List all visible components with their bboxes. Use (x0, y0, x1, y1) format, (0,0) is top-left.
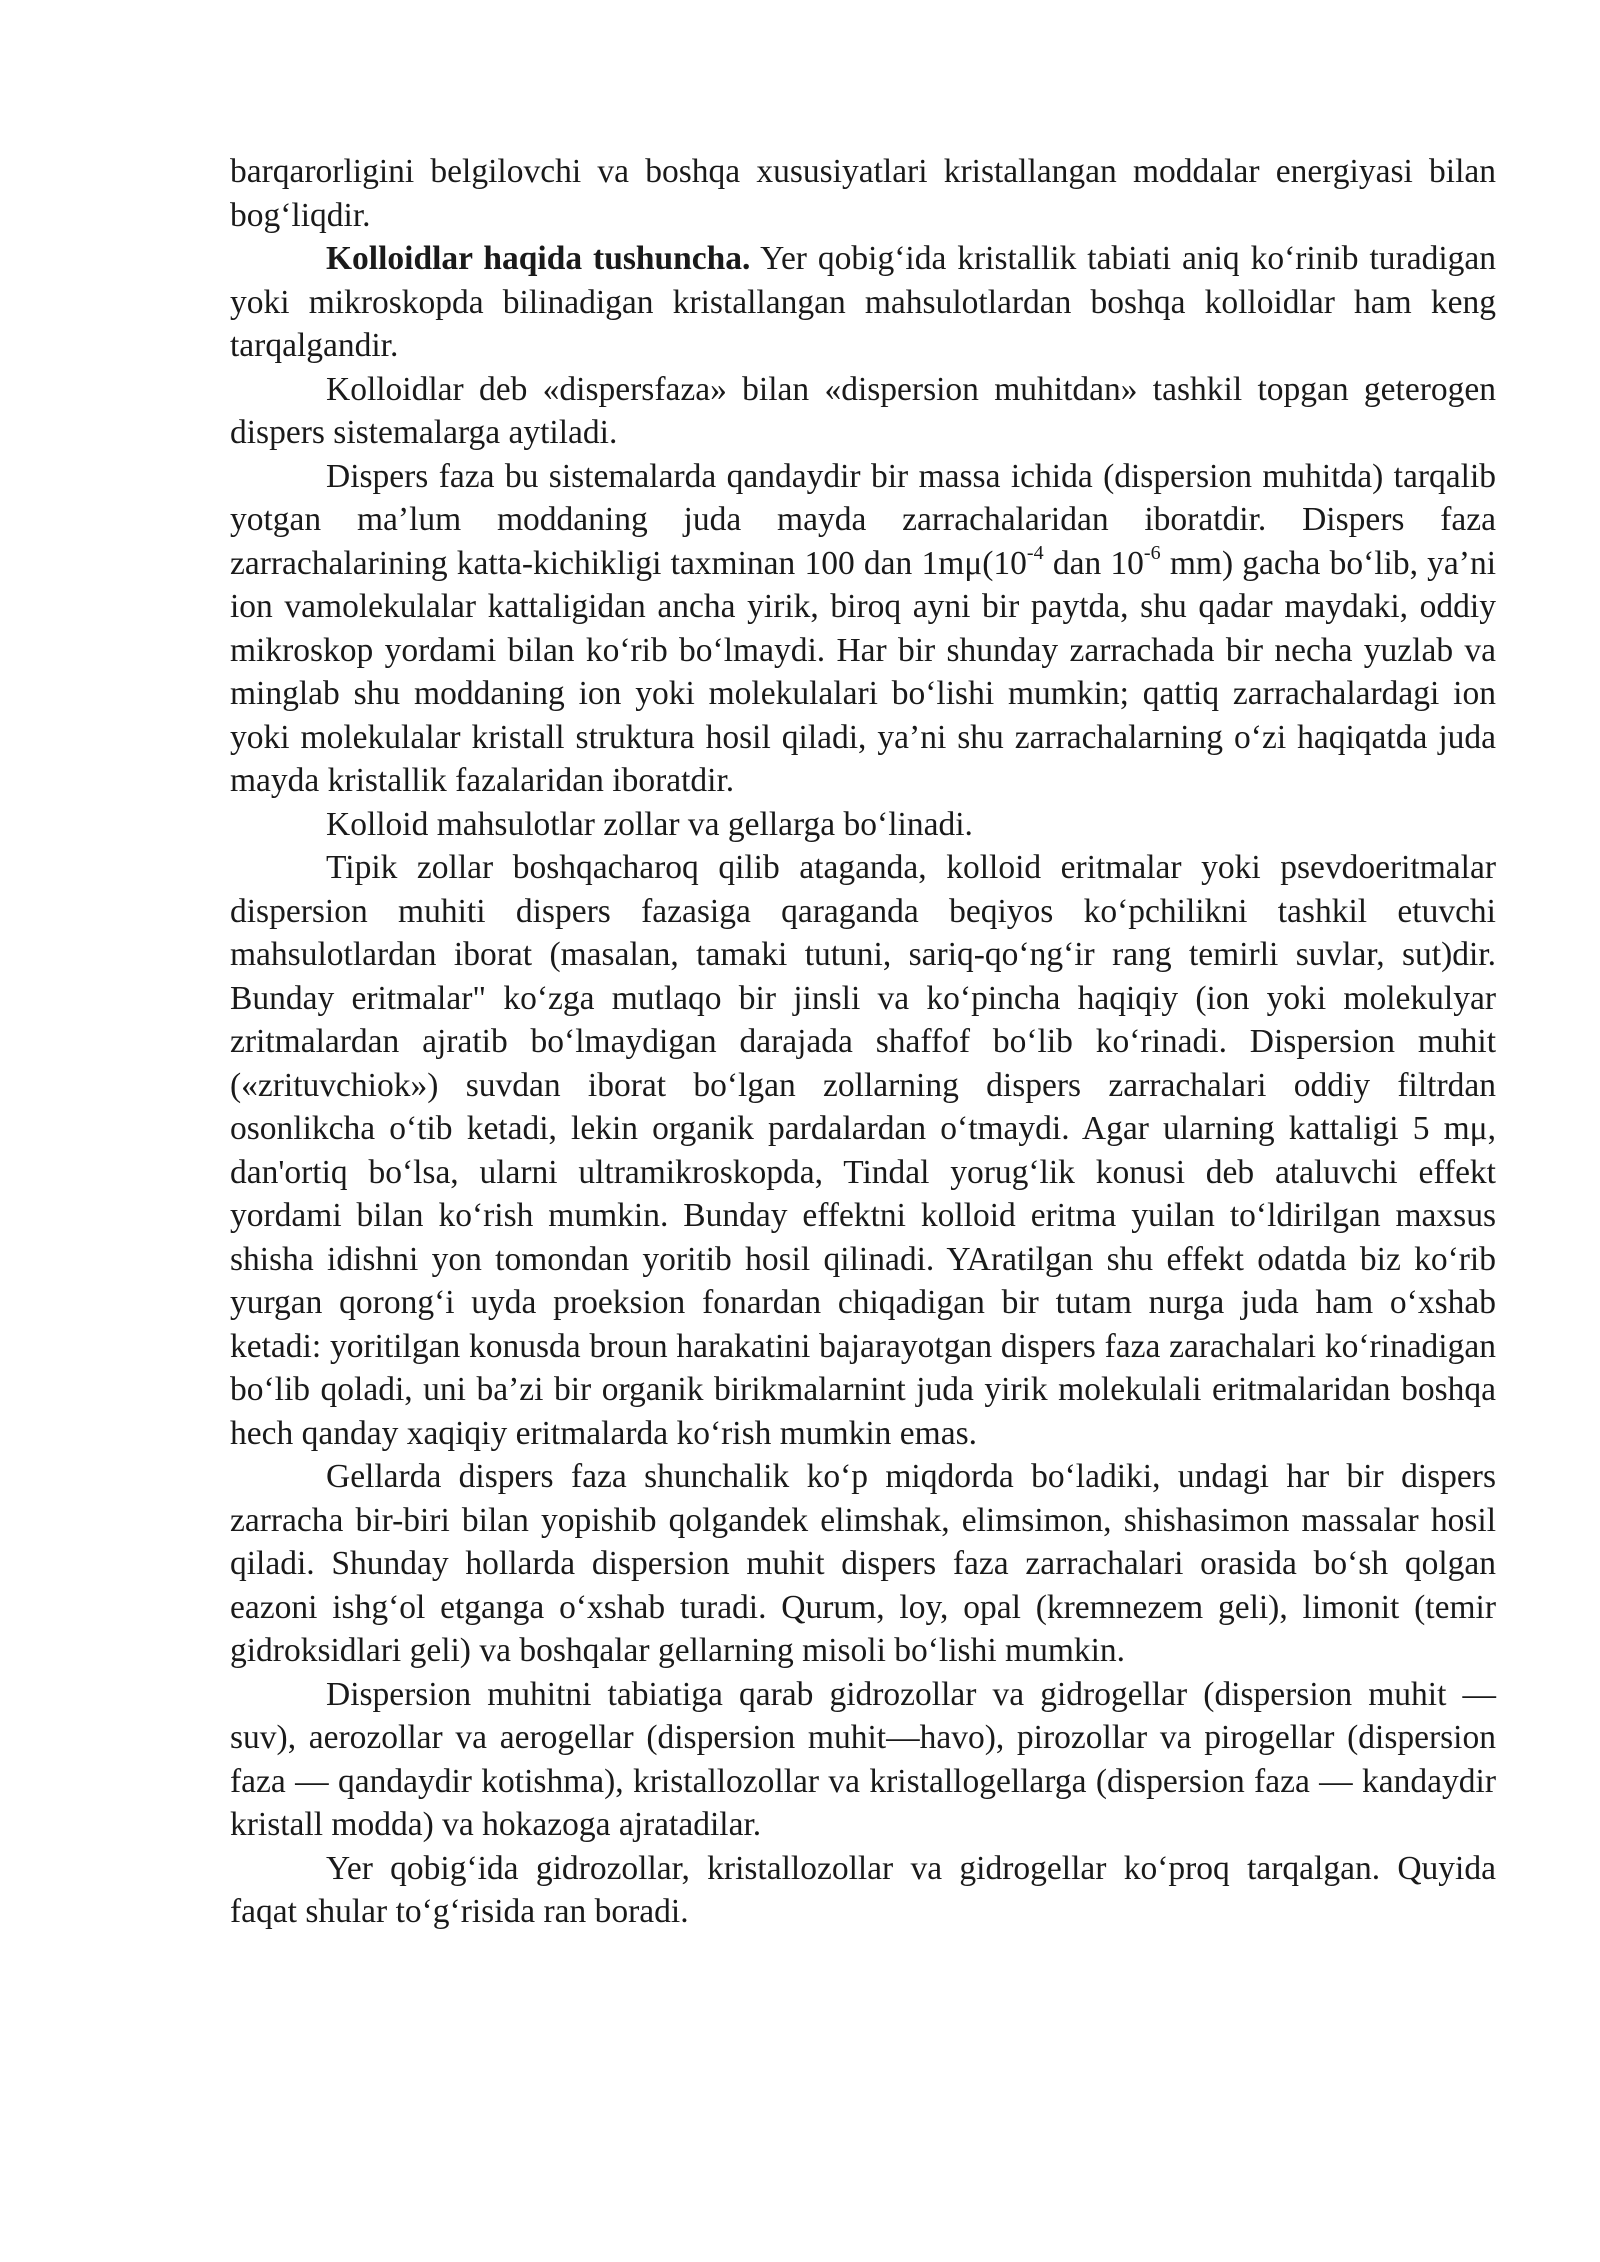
paragraph-text: Dispers faza bu sistemalarda qandaydir bir massa ichida (dispersion muhitda) tarqalib yotgan ma’lum moddaning juda mayda zarrachalaridan iboratdir. Dispers faza zarrachalarining katta-kichikligi taxminan 100 dan 1mμ(10 (230, 457, 1496, 582)
paragraph-colloid-definition (230, 368, 1496, 455)
paragraph-dispersed-phase (230, 455, 1496, 803)
paragraph-typical-sols (230, 846, 1496, 1455)
paragraph-classification (230, 1673, 1496, 1847)
paragraph-text: Yer qobig‘ida gidrozollar, kristallozollar va gidrogellar ko‘proq tarqalgan. Quyida faqat shular to‘g‘risida ran boradi. (230, 1849, 1496, 1930)
paragraph-text: Yer qobig‘ida kristallik tabiati aniq ko‘rinib turadigan yoki mikroskopda bilinadigan kristallangan mahsulotlardan boshqa kolloidlar ham keng tarqalgandir. (230, 240, 1496, 364)
paragraph-text: barqarorligini belgilovchi va boshqa xususiyatlari kristallangan moddalar energiyasi bilan bog‘liqdir. (230, 153, 1496, 234)
paragraph-text: Tipik zollar boshqacharoq qilib ataganda, kolloid eritmalar yoki psevdoeritmalar dispersion muhiti dispers fazasiga qaraganda beqiyos ko‘pchilikni tashkil etuvchi mahsulotlardan iborat (masalan, tamaki tutuni, sariq-qo‘ng‘ir rang temirli suvlar, sut)dir. Bunday eritmalar" ko‘zga mutlaqo bir jinsli va ko‘pincha haqiqiy (ion yoki molekulyar zritmalardan ajratib bo‘lmaydigan darajada shaffof bo‘lib ko‘rinadi. Dispersion muhit («zrituvchiok») suvdan iborat bo‘lgan zollarning dispers zarrachalari oddiy filtrdan osonlikcha o‘tib ketadi, lekin organik pardalardan o‘tmaydi. Agar ularning kattaligi 5 mμ, dan'ortiq bo‘lsa, ularni ultramikroskopda, Tindal yorug‘lik konusi deb ataluvchi effekt yordami bilan ko‘rish mumkin. Bunday effektni kolloid eritma yuilan to‘ldirilgan maxsus shisha idishni yon tomondan yoritib hosil qilinadi. YAratilgan shu effekt odatda biz ko‘rib yurgan qorong‘i uyda proeksion fonardan chiqadigan bir tutam nurga juda ham o‘xshab ketadi: yoritilgan konusda broun harakatini bajarayotgan dispers faza zarachalari ko‘rinadigan bo‘lib qoladi, uni ba’zi bir organik birikmalarnint juda yirik molekulali eritmalaridan boshqa hech qanday xaqiqiy eritmalarda ko‘rish mumkin emas. (230, 849, 1496, 1452)
paragraph-text: dan 10 (1043, 544, 1144, 582)
paragraph-text: Gellarda dispers faza shunchalik ko‘p miqdorda bo‘ladiki, undagi har bir dispers zarracha bir-biri bilan yopishib qolgandek elimshak, elimsimon, shishasimon massalar hosil qiladi. Shunday hollarda dispersion muhit dispers faza zarrachalari orasida bo‘sh qolgan eazoni ishg‘ol etganga o‘xshab turadi. Qurum, loy, opal (kremnezem geli), limonit (temir gidroksidlari geli) va boshqalar gellarning misoli bo‘lishi mumkin. (230, 1458, 1496, 1669)
section-heading: Kolloidlar haqida tushuncha. (326, 240, 751, 277)
superscript-exponent: -4 (1026, 541, 1044, 564)
paragraph-continuation (230, 150, 1496, 237)
paragraph-text: mm) gacha bo‘lib, ya’ni ion vamolekulalar kattaligidan ancha yirik, biroq ayni bir paytda, shu qadar maydaki, oddiy mikroskop yordami bilan ko‘rib bo‘lmaydi. Har bir shunday zarrachada bir necha yuzlab va minglab shu moddaning ion yoki molekulalari bo‘lishi mumkin; qattiq zarrachalardagi ion yoki molekulalar kristall struktura hosil qiladi, ya’ni shu zarrachalarning o‘zi haqiqatda juda mayda kristallik fazalaridan iboratdir. (230, 544, 1496, 799)
superscript-exponent: -6 (1143, 541, 1161, 564)
paragraph-colloids-intro (230, 237, 1496, 368)
paragraph-text: Kolloidlar deb «dispersfaza» bilan «dispersion muhitdan» tashkil topgan geterogen dispers sistemalarga aytiladi. (230, 370, 1496, 451)
paragraph-text: Kolloid mahsulotlar zollar va gellarga bo‘linadi. (326, 805, 973, 843)
paragraph-gels (230, 1455, 1496, 1673)
document-page (230, 150, 1496, 1934)
paragraph-text: Dispersion muhitni tabiatiga qarab gidrozollar va gidrogellar (dispersion muhit — suv), aerozollar va aerogellar (dispersion muhit—havo), pirozollar va pirogellar (dispersion faza — qandaydir kotishma), kristallozollar va kristallogellarga (dispersion faza — kandaydir kristall modda) va hokazoga ajratadilar. (230, 1675, 1496, 1843)
paragraph-conclusion (230, 1847, 1496, 1934)
paragraph-sols-gels (230, 803, 1496, 847)
